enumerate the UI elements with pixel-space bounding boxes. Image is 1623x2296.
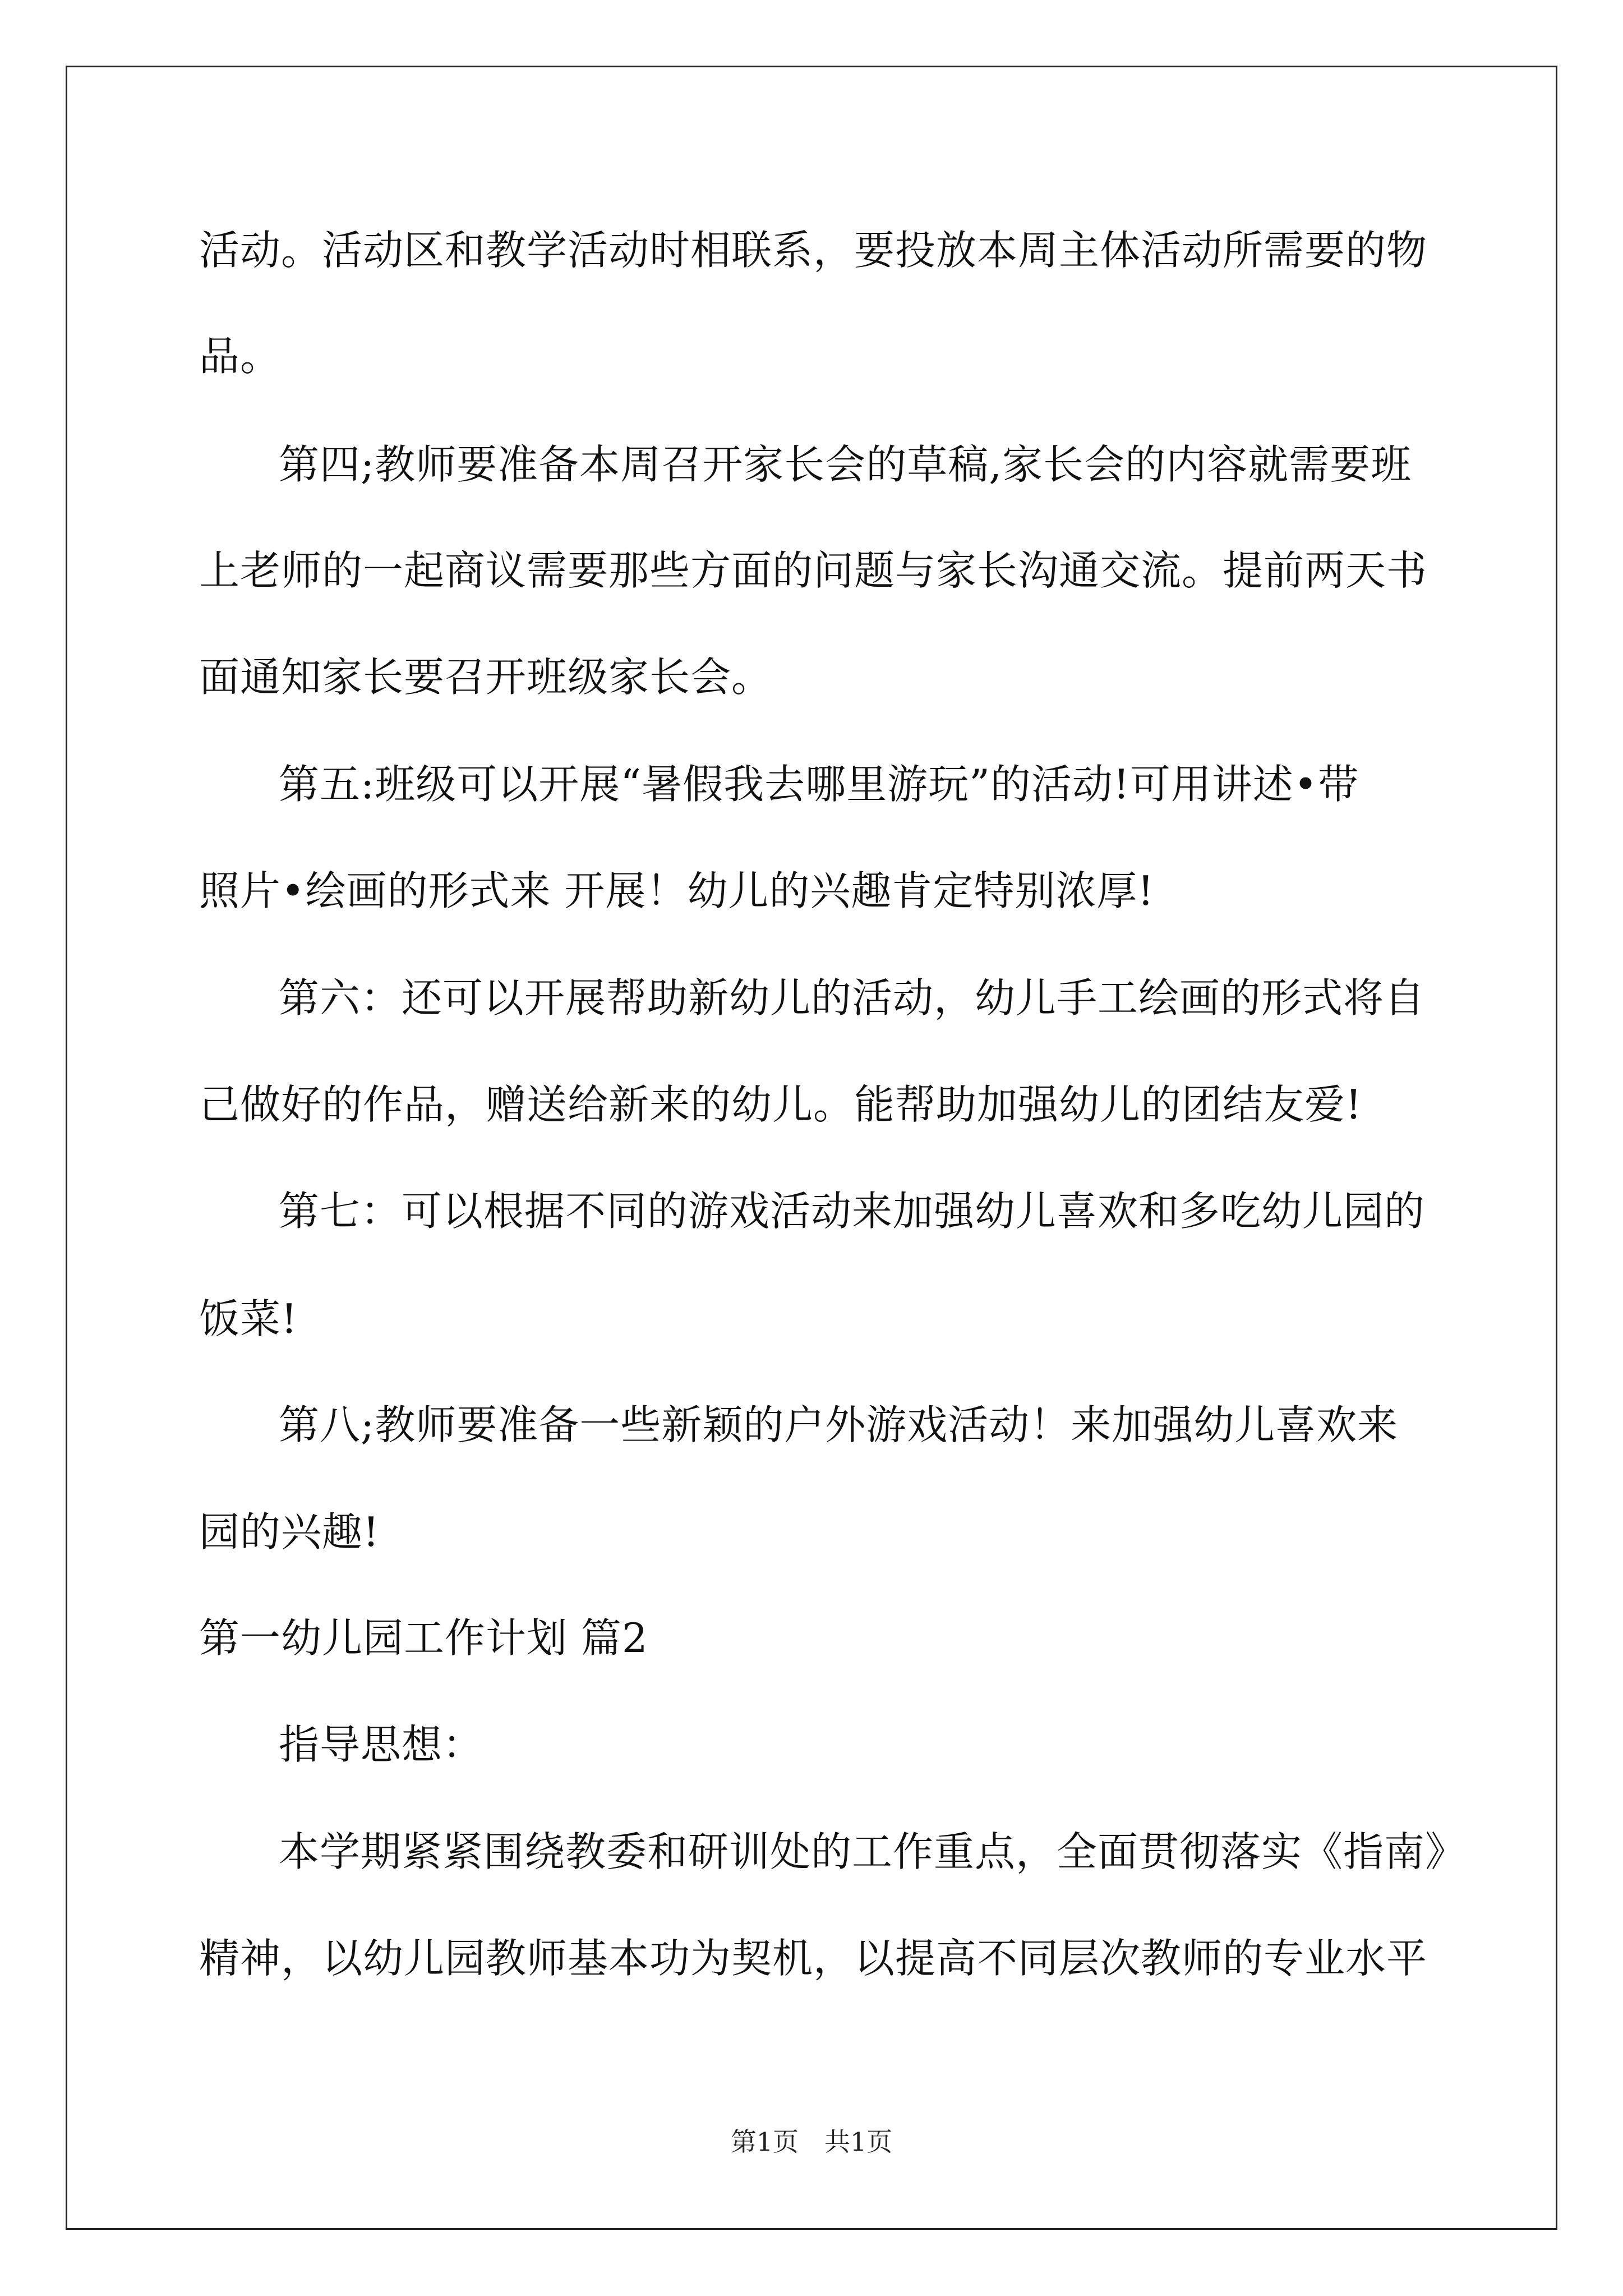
body-line: 第五:班级可以开展“暑假我去哪里游玩”的活动!可用讲述•带	[279, 761, 1359, 808]
page-border	[66, 66, 1557, 2230]
body-line: 活动。活动区和教学活动时相联系，要投放本周主体活动所需要的物	[199, 227, 1428, 274]
body-line: 饭菜!	[199, 1295, 298, 1342]
page-footer: 第1页 共1页	[730, 2127, 893, 2157]
body-line: 第六：还可以开展帮助新幼儿的活动，幼儿手工绘画的形式将自	[279, 974, 1426, 1022]
body-line: 己做好的作品，赠送给新来的幼儿。能帮助加强幼儿的团结友爱!	[199, 1081, 1362, 1128]
section-heading: 第一幼儿园工作计划 篇2	[199, 1614, 648, 1662]
body-line: 第四;教师要准备本周召开家长会的草稿,家长会的内容就需要班	[279, 441, 1412, 488]
body-line: 上老师的一起商议需要那些方面的问题与家长沟通交流。提前两天书	[199, 547, 1428, 594]
body-line: 面通知家长要召开班级家长会。	[199, 654, 773, 701]
body-line: 照片•绘画的形式来 开展！幼儿的兴趣肯定特别浓厚!	[199, 867, 1155, 914]
body-line: 第八;教师要准备一些新颖的户外游戏活动！来加强幼儿喜欢来	[279, 1401, 1399, 1448]
body-line: 品。	[199, 333, 282, 380]
body-line: 精神，以幼儿园教师基本功为契机，以提高不同层次教师的专业水平	[199, 1935, 1428, 1982]
body-line: 园的兴趣!	[199, 1508, 380, 1556]
body-line: 第七：可以根据不同的游戏活动来加强幼儿喜欢和多吃幼儿园的	[279, 1188, 1426, 1235]
body-line: 本学期紧紧围绕教委和研训处的工作重点，全面贯彻落实《指南》	[279, 1828, 1467, 1875]
body-line: 指导思想：	[279, 1721, 484, 1768]
